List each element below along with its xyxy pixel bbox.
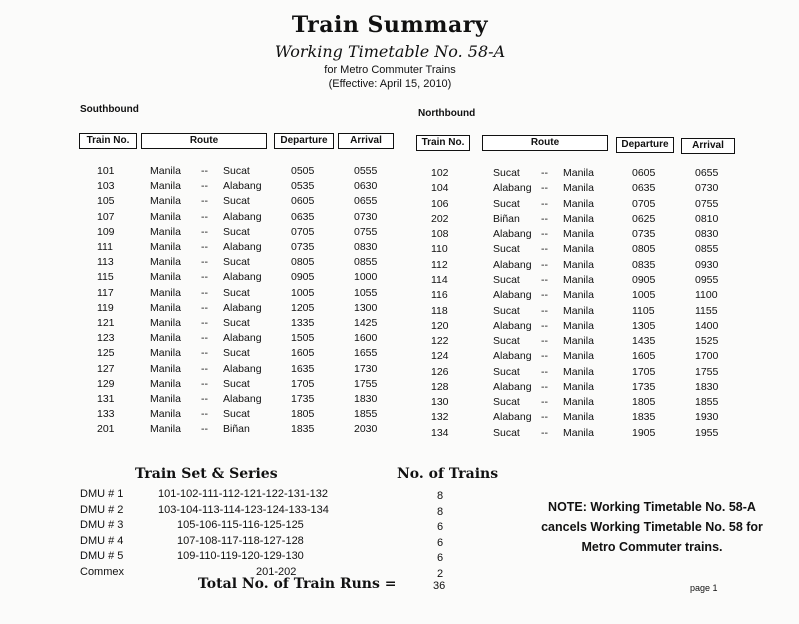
sb-destination: Biñan bbox=[223, 423, 250, 436]
set-series: 109-110-119-120-129-130 bbox=[177, 550, 304, 562]
set-series: 105-106-115-116-125-125 bbox=[177, 519, 304, 531]
nb-arrival: 1525 bbox=[695, 335, 719, 348]
sb-separator: -- bbox=[201, 195, 208, 208]
sb-departure: 1805 bbox=[291, 408, 315, 421]
nb-departure: 0605 bbox=[632, 167, 656, 179]
sb-separator: -- bbox=[201, 362, 208, 375]
sb-arrival: 1830 bbox=[354, 393, 378, 405]
sb-destination: Sucat bbox=[223, 256, 250, 269]
sb-arrival: 0555 bbox=[354, 165, 378, 177]
set-series: 103-104-113-114-123-124-133-134 bbox=[158, 503, 329, 516]
nb-separator: -- bbox=[541, 273, 548, 286]
sb-separator: -- bbox=[201, 165, 208, 177]
sb-arrival: 1425 bbox=[354, 317, 378, 329]
nb-separator: -- bbox=[541, 289, 548, 302]
sb-train-no: 111 bbox=[97, 241, 113, 253]
nb-destination: Manila bbox=[563, 273, 594, 286]
nb-row bbox=[0, 198, 799, 213]
sb-arrival: 1000 bbox=[354, 271, 378, 284]
sb-origin: Manila bbox=[150, 393, 181, 405]
sb-arrival: 1730 bbox=[354, 362, 378, 375]
nb-arrival: 1400 bbox=[695, 319, 719, 332]
nb-row bbox=[0, 243, 799, 258]
nb-arrival: 1755 bbox=[695, 365, 719, 378]
sb-arrival: 1600 bbox=[354, 332, 378, 345]
nb-departure: 0735 bbox=[632, 228, 656, 241]
sb-departure: 1505 bbox=[291, 332, 315, 345]
nb-arrival: 1155 bbox=[695, 304, 718, 317]
sb-destination: Alabang bbox=[223, 271, 262, 284]
sb-destination: Sucat bbox=[223, 195, 250, 208]
sb-separator: -- bbox=[201, 423, 208, 436]
nb-destination: Manila bbox=[563, 304, 594, 317]
nb-arrival: 1700 bbox=[695, 350, 719, 363]
nb-arrival: 0730 bbox=[695, 182, 719, 195]
sb-destination: Alabang bbox=[223, 393, 262, 405]
nb-origin: Sucat bbox=[493, 335, 520, 348]
sb-origin: Manila bbox=[150, 317, 181, 329]
nb-separator: -- bbox=[541, 335, 548, 348]
nb-departure: 1305 bbox=[632, 319, 656, 332]
sb-departure: 1705 bbox=[291, 377, 315, 390]
sb-arrival: 1855 bbox=[354, 408, 378, 421]
sb-origin: Manila bbox=[150, 423, 181, 436]
nb-departure: 1705 bbox=[632, 365, 656, 378]
nb-departure: 0625 bbox=[632, 212, 656, 225]
nb-train-no: 104 bbox=[431, 182, 449, 195]
nb-arrival: 1855 bbox=[695, 396, 719, 409]
nb-arrival: 0955 bbox=[695, 273, 719, 286]
nb-row bbox=[0, 427, 799, 442]
sb-origin: Manila bbox=[150, 347, 181, 360]
nb-train-no: 116 bbox=[431, 289, 448, 302]
sb-separator: -- bbox=[201, 393, 208, 405]
sb-train-no: 131 bbox=[97, 393, 115, 405]
set-name: DMU # 1 bbox=[80, 488, 124, 500]
nb-train-no: 108 bbox=[431, 228, 449, 241]
sb-train-no: 101 bbox=[97, 165, 115, 177]
sb-departure: 1635 bbox=[291, 362, 315, 375]
nb-departure: 1435 bbox=[632, 335, 656, 348]
sb-destination: Sucat bbox=[223, 317, 250, 329]
nb-destination: Manila bbox=[563, 289, 594, 302]
nb-separator: -- bbox=[541, 380, 548, 393]
total-runs-value: 36 bbox=[433, 580, 446, 592]
nb-separator: -- bbox=[541, 182, 548, 195]
sb-departure: 0705 bbox=[291, 225, 315, 238]
nb-separator: -- bbox=[541, 396, 548, 409]
sb-train-no: 129 bbox=[97, 377, 115, 390]
nb-origin: Sucat bbox=[493, 167, 520, 179]
nb-train-no: 130 bbox=[431, 396, 449, 409]
nb-departure: 0635 bbox=[632, 182, 656, 195]
sb-destination: Sucat bbox=[223, 347, 250, 360]
sb-train-no: 103 bbox=[97, 180, 115, 193]
set-series: 101-102-111-112-121-122-131-132 bbox=[158, 488, 329, 500]
nb-row bbox=[0, 225, 799, 243]
nb-separator: -- bbox=[541, 304, 548, 317]
sb-train-no: 119 bbox=[97, 301, 114, 314]
sb-departure: 1835 bbox=[291, 423, 315, 436]
sb-destination: Alabang bbox=[223, 301, 262, 314]
sb-arrival: 0855 bbox=[354, 256, 378, 269]
nb-origin: Sucat bbox=[493, 365, 520, 378]
sb-train-no: 115 bbox=[97, 271, 114, 284]
sb-separator: -- bbox=[201, 377, 208, 390]
sb-train-no: 113 bbox=[97, 256, 114, 269]
sb-origin: Manila bbox=[150, 256, 181, 269]
nb-destination: Manila bbox=[563, 182, 594, 195]
nb-row bbox=[0, 320, 799, 335]
sb-origin: Manila bbox=[150, 408, 181, 421]
effective-date: (Effective: April 15, 2010) bbox=[328, 78, 452, 90]
nb-header-arrival: Arrival bbox=[681, 138, 735, 154]
nb-train-no: 106 bbox=[431, 197, 449, 210]
nb-origin: Sucat bbox=[493, 426, 520, 439]
set-count: 6 bbox=[437, 521, 444, 533]
sb-arrival: 1655 bbox=[354, 347, 378, 360]
nb-origin: Alabang bbox=[493, 350, 532, 363]
sb-arrival: 0755 bbox=[354, 225, 378, 238]
nb-destination: Manila bbox=[563, 426, 594, 439]
sb-arrival: 1055 bbox=[354, 286, 378, 299]
nb-destination: Manila bbox=[563, 396, 594, 409]
nb-separator: -- bbox=[541, 167, 548, 179]
nb-arrival: 0655 bbox=[695, 167, 719, 179]
nb-row bbox=[0, 167, 799, 182]
total-runs-label: Total No. of Train Runs = bbox=[198, 576, 397, 592]
southbound-label: Southbound bbox=[80, 104, 139, 115]
sb-separator: -- bbox=[201, 180, 208, 193]
sb-header-departure: Departure bbox=[274, 133, 334, 149]
sb-departure: 0805 bbox=[291, 256, 315, 269]
sb-destination: Sucat bbox=[223, 408, 250, 421]
sb-destination: Sucat bbox=[223, 225, 250, 238]
sb-train-no: 125 bbox=[97, 347, 115, 360]
nb-separator: -- bbox=[541, 243, 548, 256]
nb-separator: -- bbox=[541, 365, 548, 378]
sb-destination: Alabang bbox=[223, 180, 262, 193]
nb-origin: Alabang bbox=[493, 228, 532, 241]
sb-train-no: 107 bbox=[97, 210, 115, 223]
sb-origin: Manila bbox=[150, 271, 181, 284]
sb-departure: 0535 bbox=[291, 180, 315, 193]
set-series: 107-108-117-118-127-128 bbox=[177, 534, 304, 547]
sb-train-no: 123 bbox=[97, 332, 115, 345]
nb-separator: -- bbox=[541, 258, 548, 271]
nb-separator: -- bbox=[541, 228, 548, 241]
sb-separator: -- bbox=[201, 286, 208, 299]
sb-header-route: Route bbox=[141, 133, 267, 149]
nb-train-no: 120 bbox=[431, 319, 449, 332]
sb-arrival: 1755 bbox=[354, 377, 378, 390]
set-count: 2 bbox=[437, 567, 444, 580]
sb-train-no: 127 bbox=[97, 362, 115, 375]
sb-separator: -- bbox=[201, 301, 208, 314]
nb-header-departure: Departure bbox=[616, 137, 674, 153]
nb-separator: -- bbox=[541, 197, 548, 210]
sb-origin: Manila bbox=[150, 225, 181, 238]
set-name: DMU # 4 bbox=[80, 534, 124, 547]
sb-departure: 1335 bbox=[291, 317, 315, 329]
set-name: DMU # 3 bbox=[80, 519, 124, 531]
set-count: 8 bbox=[437, 505, 444, 518]
nb-train-no: 110 bbox=[431, 243, 448, 256]
sb-origin: Manila bbox=[150, 362, 181, 375]
sb-departure: 0505 bbox=[291, 165, 315, 177]
nb-origin: Alabang bbox=[493, 182, 532, 195]
sb-train-no: 117 bbox=[97, 286, 114, 299]
sb-departure: 0635 bbox=[291, 210, 315, 223]
nb-departure: 1105 bbox=[632, 304, 655, 317]
nb-train-no: 118 bbox=[431, 304, 448, 317]
sb-train-no: 105 bbox=[97, 195, 115, 208]
sb-origin: Manila bbox=[150, 301, 181, 314]
sb-destination: Sucat bbox=[223, 165, 250, 177]
nb-row bbox=[0, 381, 799, 396]
nb-train-no: 134 bbox=[431, 426, 449, 439]
sb-destination: Sucat bbox=[223, 377, 250, 390]
sb-separator: -- bbox=[201, 241, 208, 253]
sb-departure: 1205 bbox=[291, 301, 315, 314]
page-subtitle: Working Timetable No. 58-A bbox=[274, 42, 506, 61]
nb-train-no: 132 bbox=[431, 411, 449, 424]
nb-destination: Manila bbox=[563, 380, 594, 393]
set-count: 6 bbox=[437, 536, 444, 549]
nb-arrival: 1830 bbox=[695, 380, 719, 393]
sb-separator: -- bbox=[201, 210, 208, 223]
sb-arrival: 0655 bbox=[354, 195, 378, 208]
sb-separator: -- bbox=[201, 225, 208, 238]
nb-header-train-no: Train No. bbox=[416, 135, 470, 151]
nb-destination: Manila bbox=[563, 350, 594, 363]
nb-departure: 0835 bbox=[632, 258, 656, 271]
sb-arrival: 0730 bbox=[354, 210, 378, 223]
nb-row bbox=[0, 182, 799, 197]
nb-separator: -- bbox=[541, 426, 548, 439]
nb-row bbox=[0, 396, 799, 411]
nb-row bbox=[0, 259, 799, 274]
nb-departure: 1735 bbox=[632, 380, 656, 393]
nb-origin: Sucat bbox=[493, 396, 520, 409]
sb-arrival: 1300 bbox=[354, 301, 378, 314]
nb-destination: Manila bbox=[563, 212, 594, 225]
sb-departure: 1005 bbox=[291, 286, 315, 299]
sb-header-arrival: Arrival bbox=[338, 133, 394, 149]
set-count: 8 bbox=[437, 490, 444, 502]
nb-origin: Sucat bbox=[493, 197, 520, 210]
train-count-heading: No. of Trains bbox=[397, 466, 499, 482]
nb-train-no: 112 bbox=[431, 258, 448, 271]
nb-separator: -- bbox=[541, 350, 548, 363]
nb-departure: 0905 bbox=[632, 273, 656, 286]
nb-origin: Alabang bbox=[493, 258, 532, 271]
sb-origin: Manila bbox=[150, 210, 181, 223]
nb-destination: Manila bbox=[563, 243, 594, 256]
nb-arrival: 0810 bbox=[695, 212, 719, 225]
train-set-heading: Train Set & Series bbox=[135, 466, 278, 482]
nb-destination: Manila bbox=[563, 258, 594, 271]
nb-row bbox=[0, 286, 799, 304]
nb-arrival: 0855 bbox=[695, 243, 719, 256]
nb-origin: Biñan bbox=[493, 212, 520, 225]
nb-arrival: 1955 bbox=[695, 426, 719, 439]
nb-departure: 1605 bbox=[632, 350, 656, 363]
nb-train-no: 128 bbox=[431, 380, 449, 393]
sb-arrival: 2030 bbox=[354, 423, 378, 436]
sb-destination: Alabang bbox=[223, 332, 262, 345]
sb-train-no: 109 bbox=[97, 225, 115, 238]
sb-separator: -- bbox=[201, 408, 208, 421]
sb-departure: 0905 bbox=[291, 271, 315, 284]
nb-origin: Alabang bbox=[493, 411, 532, 424]
nb-origin: Alabang bbox=[493, 380, 532, 393]
set-series: 201-202 bbox=[256, 565, 297, 578]
sb-separator: -- bbox=[201, 317, 208, 329]
nb-separator: -- bbox=[541, 319, 548, 332]
set-name: DMU # 2 bbox=[80, 503, 124, 516]
sb-destination: Alabang bbox=[223, 362, 262, 375]
sb-destination: Alabang bbox=[223, 241, 262, 253]
page-number: page 1 bbox=[690, 583, 718, 593]
nb-departure: 1905 bbox=[632, 426, 656, 439]
nb-row bbox=[0, 411, 799, 426]
nb-row bbox=[0, 366, 799, 381]
sb-header-train-no: Train No. bbox=[79, 133, 137, 149]
nb-train-no: 202 bbox=[431, 212, 449, 225]
nb-origin: Sucat bbox=[493, 243, 520, 256]
sb-separator: -- bbox=[201, 256, 208, 269]
nb-departure: 0805 bbox=[632, 243, 656, 256]
sb-arrival: 0630 bbox=[354, 180, 378, 193]
sb-departure: 1605 bbox=[291, 347, 315, 360]
nb-separator: -- bbox=[541, 212, 548, 225]
nb-train-no: 126 bbox=[431, 365, 449, 378]
nb-departure: 0705 bbox=[632, 197, 656, 210]
nb-origin: Sucat bbox=[493, 304, 520, 317]
sb-origin: Manila bbox=[150, 286, 181, 299]
nb-train-no: 124 bbox=[431, 350, 449, 363]
nb-origin: Sucat bbox=[493, 273, 520, 286]
sb-origin: Manila bbox=[150, 377, 181, 390]
nb-arrival: 0755 bbox=[695, 197, 719, 210]
sb-destination: Sucat bbox=[223, 286, 250, 299]
nb-destination: Manila bbox=[563, 319, 594, 332]
nb-row bbox=[0, 305, 799, 320]
nb-destination: Manila bbox=[563, 335, 594, 348]
nb-train-no: 102 bbox=[431, 167, 449, 179]
sb-origin: Manila bbox=[150, 165, 181, 177]
nb-destination: Manila bbox=[563, 197, 594, 210]
nb-destination: Manila bbox=[563, 411, 594, 424]
nb-train-no: 122 bbox=[431, 335, 449, 348]
northbound-label: Northbound bbox=[418, 108, 476, 119]
page-title: Train Summary bbox=[291, 12, 489, 38]
sb-train-no: 133 bbox=[97, 408, 115, 421]
sb-train-no: 201 bbox=[97, 423, 115, 436]
sb-origin: Manila bbox=[150, 332, 181, 345]
nb-destination: Manila bbox=[563, 228, 594, 241]
set-count: 6 bbox=[437, 552, 444, 564]
sb-separator: -- bbox=[201, 271, 208, 284]
nb-train-no: 114 bbox=[431, 273, 448, 286]
sb-departure: 0605 bbox=[291, 195, 315, 208]
nb-departure: 1805 bbox=[632, 396, 656, 409]
set-name: Commex bbox=[80, 565, 125, 578]
subtitle-line: for Metro Commuter Trains bbox=[324, 64, 456, 76]
nb-row bbox=[0, 274, 799, 289]
sb-destination: Alabang bbox=[223, 210, 262, 223]
cancellation-note: NOTE: Working Timetable No. 58-A cancels Working Timetable No. 58 for Metro Commuter trains. bbox=[541, 500, 763, 554]
nb-arrival: 1100 bbox=[695, 289, 718, 302]
nb-header-route: Route bbox=[482, 135, 608, 151]
nb-destination: Manila bbox=[563, 167, 594, 179]
sb-separator: -- bbox=[201, 332, 208, 345]
nb-destination: Manila bbox=[563, 365, 594, 378]
sb-origin: Manila bbox=[150, 241, 181, 253]
nb-arrival: 0930 bbox=[695, 258, 719, 271]
nb-separator: -- bbox=[541, 411, 548, 424]
nb-arrival: 1930 bbox=[695, 411, 719, 424]
nb-departure: 1835 bbox=[632, 411, 656, 424]
sb-origin: Manila bbox=[150, 180, 181, 193]
nb-row bbox=[0, 210, 799, 228]
nb-origin: Alabang bbox=[493, 319, 532, 332]
sb-departure: 0735 bbox=[291, 241, 315, 253]
sb-train-no: 121 bbox=[97, 317, 115, 329]
nb-departure: 1005 bbox=[632, 289, 656, 302]
sb-separator: -- bbox=[201, 347, 208, 360]
nb-origin: Alabang bbox=[493, 289, 532, 302]
sb-arrival: 0830 bbox=[354, 241, 378, 253]
sb-origin: Manila bbox=[150, 195, 181, 208]
nb-row bbox=[0, 350, 799, 365]
set-name: DMU # 5 bbox=[80, 550, 124, 562]
sb-departure: 1735 bbox=[291, 393, 315, 405]
nb-row bbox=[0, 335, 799, 350]
nb-arrival: 0830 bbox=[695, 228, 719, 241]
